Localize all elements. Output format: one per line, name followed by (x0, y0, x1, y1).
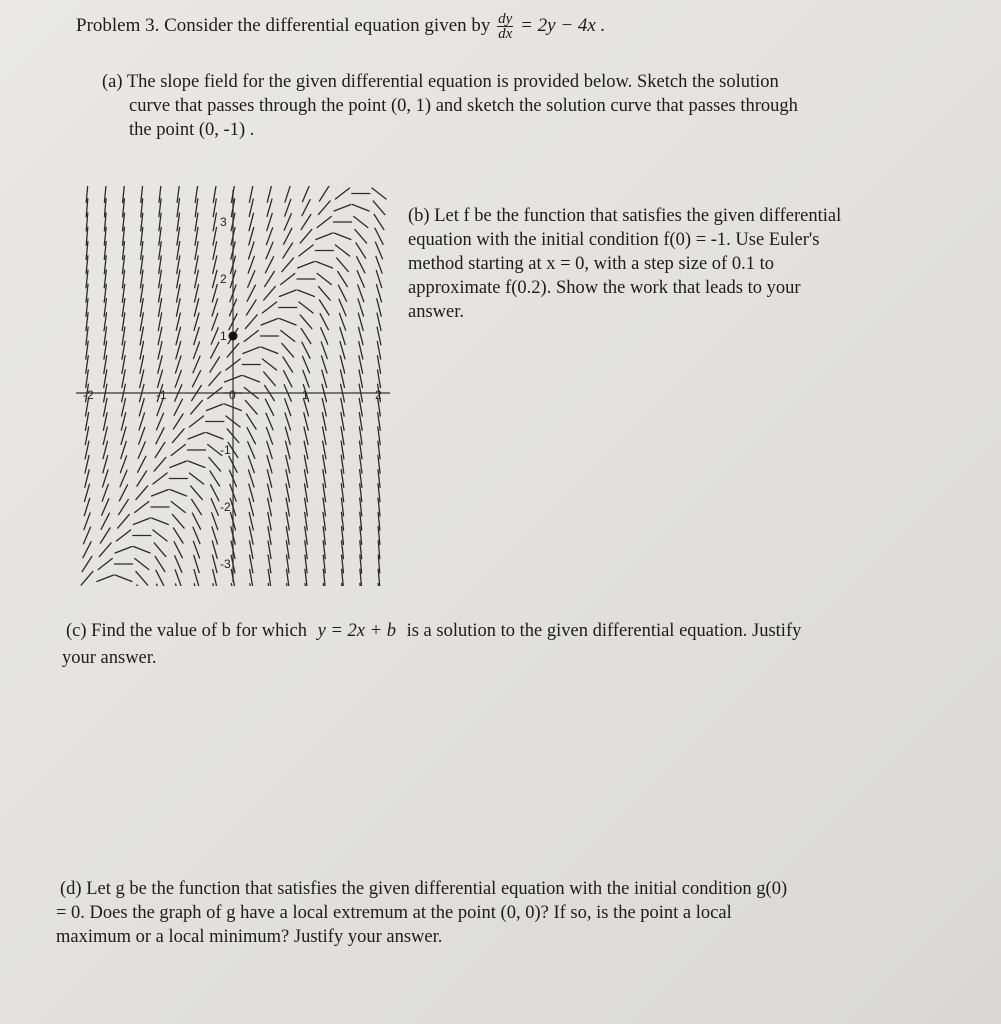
equation-rhs: = 2y − 4x . (520, 14, 606, 36)
slope-segment (115, 575, 132, 582)
slope-segment (136, 571, 148, 585)
slope-segment (281, 331, 295, 342)
slope-segment (246, 414, 256, 429)
x-tick-label: -1 (156, 388, 167, 402)
slope-segment (265, 399, 273, 415)
part-c-line-1 (66, 620, 801, 642)
slope-segment (154, 543, 166, 557)
slope-segment (192, 499, 202, 514)
slope-segment (338, 285, 346, 301)
slope-segment (357, 257, 365, 273)
slope-segment (174, 399, 182, 415)
slope-segment (135, 502, 149, 513)
slope-segment (301, 328, 311, 343)
slope-segment (170, 461, 187, 468)
slope-segment (354, 217, 368, 228)
slope-segment (246, 300, 256, 315)
slope-segment (173, 528, 183, 543)
part-c-equation: y = 2x + b (317, 621, 396, 641)
y-tick-label: -3 (220, 557, 231, 571)
slope-segment (245, 400, 257, 414)
slope-segment (154, 457, 166, 471)
slope-segment (152, 490, 169, 497)
initial-point-marker (229, 332, 238, 341)
slope-segment (155, 442, 165, 457)
part-c-line-2: your answer. (62, 648, 157, 668)
slope-segment (115, 547, 132, 554)
slope-segment (300, 229, 312, 243)
slope-segment (133, 518, 150, 525)
slope-segment (137, 585, 147, 586)
slope-segment (335, 245, 349, 256)
derivative-fraction (497, 12, 513, 41)
slope-segment (244, 331, 258, 342)
slope-segment (284, 228, 292, 244)
slope-segment (189, 473, 203, 484)
slope-segment (265, 257, 273, 273)
slope-segment (247, 428, 255, 444)
part-a-line-2: curve that passes through the point (0, 1) and sketch the solution curve that passes through (129, 96, 798, 116)
slope-segment (133, 547, 150, 554)
derivative-denominator: dx (498, 26, 513, 42)
slope-segment (373, 201, 385, 215)
part-b-line-1: (b) Let f be the function that satisfies the given differential (408, 206, 842, 226)
slope-segment (317, 274, 331, 285)
slope-segment (262, 359, 276, 370)
slope-segment (192, 513, 200, 529)
slope-segment (282, 343, 294, 357)
slope-segment (302, 342, 310, 358)
slope-segment (316, 233, 333, 240)
derivative-numerator: dy (498, 11, 513, 27)
slope-segment (118, 514, 130, 528)
slope-segment (170, 490, 187, 497)
part-b-line-5: answer. (408, 302, 464, 322)
slope-segment (320, 314, 328, 330)
slope-segment (372, 188, 386, 199)
y-tick-label: -1 (220, 443, 231, 457)
slope-segment (284, 371, 292, 387)
part-d-line-3: maximum or a local minimum? Justify your answer. (56, 927, 443, 947)
slope-segment (303, 186, 310, 202)
slope-segment (356, 243, 366, 258)
part-c-after: is a solution to the given differential equation. Justify (406, 621, 802, 641)
slope-segment (188, 433, 205, 440)
x-tick-label: 0 (229, 388, 236, 402)
slope-segment (279, 319, 296, 326)
slope-segment (206, 404, 223, 411)
slope-segment (279, 290, 296, 297)
slope-segment (171, 502, 185, 513)
slope-segment (298, 290, 315, 297)
slope-segment (352, 205, 369, 212)
slope-segment (83, 542, 91, 558)
slope-segment (135, 559, 149, 570)
slope-segment (319, 186, 329, 201)
slope-segment (189, 416, 203, 427)
slope-segment (247, 285, 255, 301)
part-b-line-2: equation with the initial condition f(0) = -1. Use Euler's (408, 230, 820, 250)
slope-segment (210, 357, 220, 372)
slope-segment (210, 471, 220, 486)
x-tick-label: 1 (302, 388, 309, 402)
slope-segment (136, 486, 148, 500)
slope-segment (155, 556, 165, 571)
slope-segment (138, 456, 146, 472)
slope-segment (175, 570, 181, 586)
slope-field (72, 186, 394, 586)
slope-segment (153, 530, 167, 541)
x-tick-label: 2 (375, 388, 382, 402)
slope-segment (318, 201, 330, 215)
slope-segment (299, 302, 313, 313)
slope-segment (283, 357, 293, 372)
slope-segment (337, 258, 349, 272)
slope-segment (116, 530, 130, 541)
slope-segment (191, 486, 203, 500)
slope-segment (192, 371, 200, 387)
part-b-line-4: approximate f(0.2). Show the work that leads to your (408, 278, 801, 298)
slope-segment (265, 271, 275, 286)
part-d-line-2: = 0. Does the graph of g have a local extremum at the point (0, 0)? If so, is the point a local (56, 903, 732, 923)
slope-segment (243, 347, 260, 354)
part-d-line-1: (d) Let g be the function that satisfies the given differential equation with the initial condition g(0) (60, 879, 788, 899)
slope-segment (355, 229, 367, 243)
slope-segment (374, 214, 384, 229)
slope-segment (301, 214, 311, 229)
problem-title-text: Problem 3. Consider the differential equation given by (76, 14, 491, 36)
slope-segment (191, 400, 203, 414)
slope-segment (285, 186, 291, 202)
part-a-line-3: the point (0, -1) . (129, 120, 255, 140)
slope-segment (302, 200, 310, 216)
slope-segment (245, 315, 257, 329)
slope-segment (156, 428, 164, 444)
slope-segment (243, 376, 260, 383)
slope-segment (335, 188, 349, 199)
slope-segment (171, 445, 185, 456)
slope-segment (211, 485, 219, 501)
slope-segment (298, 262, 315, 269)
part-c-before: (c) Find the value of b for which (66, 621, 307, 641)
slope-segment (98, 559, 112, 570)
slope-segment (264, 286, 276, 300)
slope-segment (172, 514, 184, 528)
part-b-line-3: method starting at x = 0, with a step size of 0.1 to (408, 254, 774, 274)
slope-segment (101, 513, 109, 529)
slope-segment (173, 414, 183, 429)
slope-segment (338, 271, 348, 286)
slope-segment (211, 342, 219, 358)
slope-segment (119, 485, 127, 501)
slope-segment (317, 217, 331, 228)
slope-segment (316, 262, 333, 269)
y-tick-label: 3 (220, 215, 227, 229)
slope-segment (261, 347, 278, 354)
y-tick-label: 2 (220, 272, 227, 286)
slope-segment (261, 319, 278, 326)
slope-segment (209, 372, 221, 386)
x-tick-label: -2 (83, 388, 94, 402)
slope-segment (174, 542, 182, 558)
slope-segment (319, 300, 329, 315)
slope-segment (282, 258, 294, 272)
slope-segment (156, 570, 164, 586)
slope-segment (188, 461, 205, 468)
slope-segment (375, 228, 383, 244)
slope-segment (81, 571, 93, 585)
y-tick-label: 1 (220, 329, 227, 343)
slope-segment (97, 575, 114, 582)
slope-segment (334, 205, 351, 212)
slope-segment (172, 429, 184, 443)
slope-segment (262, 302, 276, 313)
slope-segment (318, 286, 330, 300)
slope-segment (283, 243, 293, 258)
slope-segment (137, 471, 147, 486)
slope-segment (264, 372, 276, 386)
slope-segment (99, 543, 111, 557)
slope-segment (334, 233, 351, 240)
part-a-line-1: (a) The slope field for the given differential equation is provided below. Sketch the solution (102, 72, 779, 92)
slope-segment (82, 556, 92, 571)
slope-segment (267, 186, 271, 202)
y-tick-label: -2 (220, 500, 231, 514)
problem-title (76, 12, 605, 41)
slope-segment (206, 433, 223, 440)
slope-segment (209, 457, 221, 471)
slope-segment (299, 245, 313, 256)
slope-segment (300, 315, 312, 329)
slope-segment (100, 528, 110, 543)
slope-segment (152, 518, 169, 525)
slope-segment (153, 473, 167, 484)
slope-segment (119, 499, 129, 514)
slope-segment (281, 274, 295, 285)
